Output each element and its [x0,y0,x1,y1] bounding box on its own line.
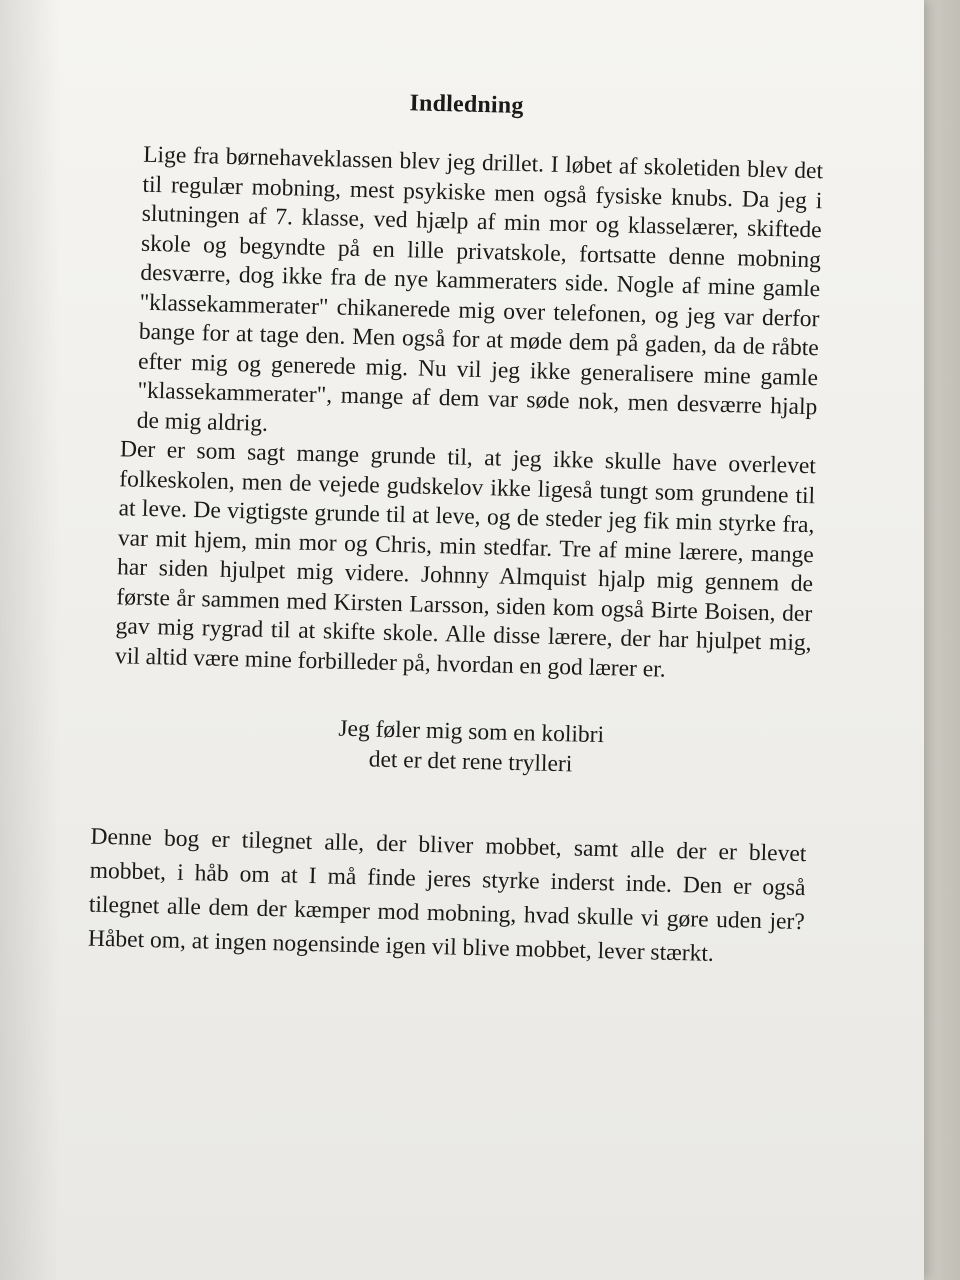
poem-line-2: det er det rene trylleri [368,745,573,777]
poem-line-1: Jeg føler mig som en kolibri [338,715,605,749]
intro-paragraph-1: Lige fra børnehaveklassen blev jeg drillet. I løbet af skoletiden blev det til regulær mobning, mest psykiske men også fysiske knubs. Da jeg i slutningen af 7. klasse, ved hjælp af min mor og klasselærer, skiftede skole og begyndte på en lille privatskole, fortsatte denne mobning desværre, dog ikke fra de nye kammeraters side. Nogle af mine gamle "klassekammerater" chikanerede mig over telefonen, og jeg var derfor bange for at tage den. Men også for at møde dem på gaden, da de råbte efter mig og generede mig. Nu vil jeg ikke generalisere mine gamle "klassekammerater", mange af dem var søde nok, men desværre hjalp de mig aldrig. [136,141,824,437]
page-content [0,80,929,999]
chapter-heading: Indledning [409,90,524,120]
poem [28,707,913,788]
dedication-paragraph: Denne bog er tilegnet alle, der bliver mobbet, samt alle der er blevet mobbet, i håb om at I må finde jeres styrke inderst inde. Den er også tilegnet alle dem der kæmper mod mobning, hvad skulle vi gøre uden jer? Håbet om, at ingen nogensinde igen vil blive mobbet, lever stærkt. [87,823,807,967]
intro-paragraph-2: Der er som sagt mange grunde til, at jeg ikke skulle have overlevet folkeskolen, men de vejede gudskelov ikke ligeså tungt som grundene til at leve. De vigtigste grunde til at leve, og de steder jeg fik min styrke fra, var mit hjem, min mor og Chris, min stedfar. Tre af mine lærere, mange har siden hjulpet mig videre. Johnny Almquist hjalp mig gennem de første år sammen med Kirsten Larsson, siden kom også Birte Boisen, der gav mig rygrad til at skifte skole. Alle disse lærere, der har hjulpet mig, vil altid være mine forbilleder på, hvordan en god lærer er. [114,436,817,683]
